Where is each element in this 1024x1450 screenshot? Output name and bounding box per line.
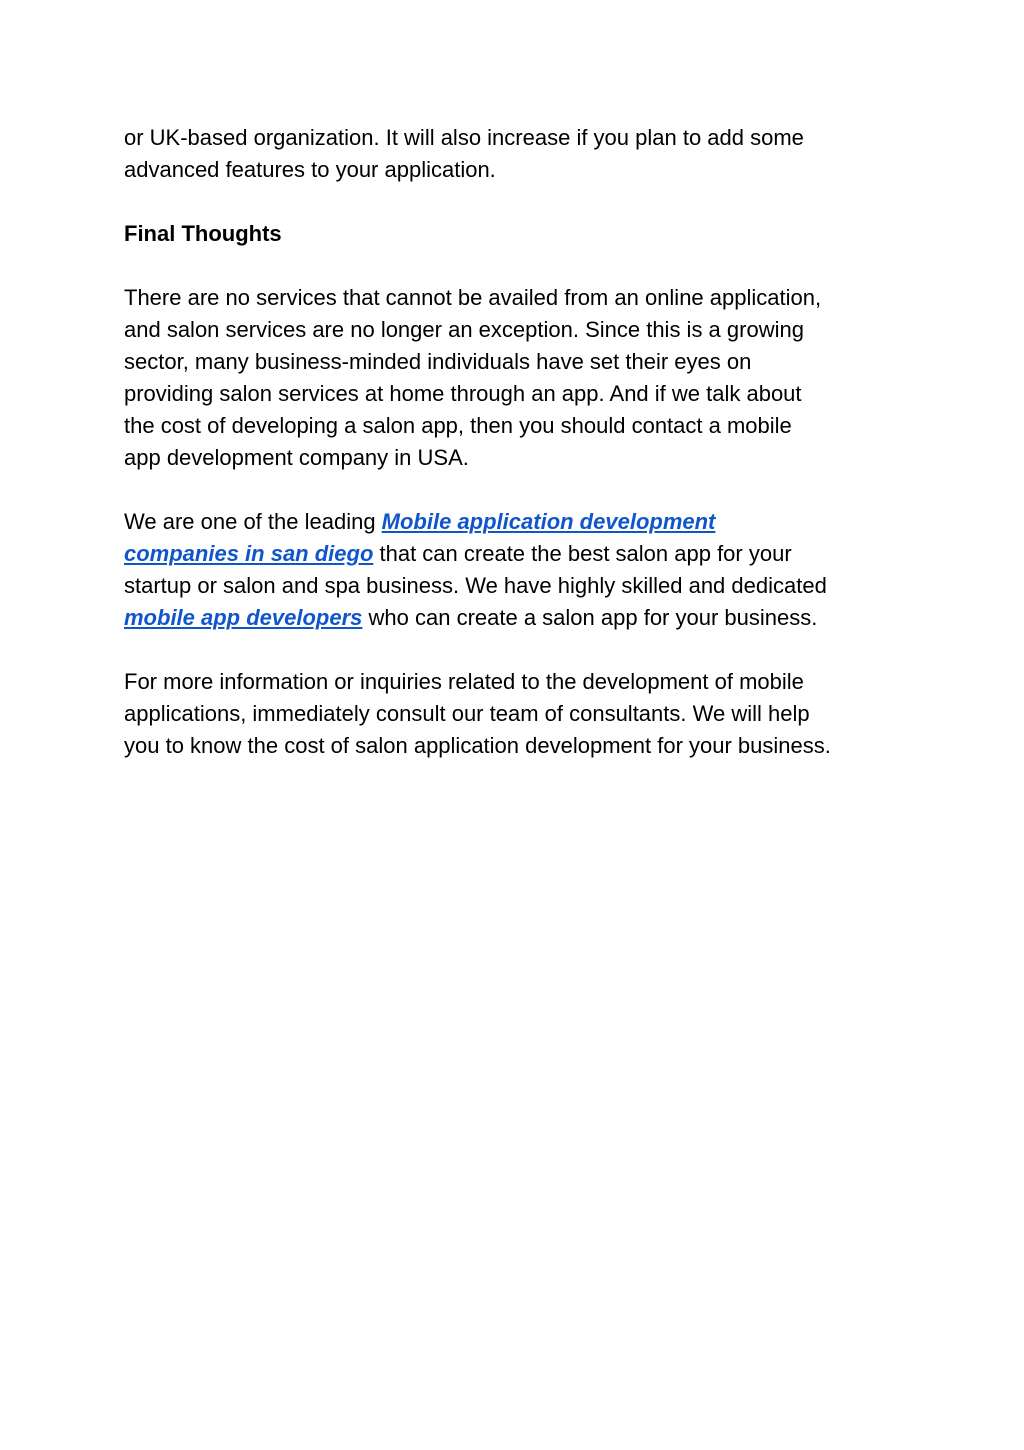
paragraph-line: For more information or inquiries related to the development of mobile — [124, 669, 804, 694]
paragraph-line: app development company in USA. — [124, 445, 469, 470]
link-mobile-app-dev-companies[interactable]: Mobile application development — [381, 509, 716, 534]
intro-line: advanced features to your application. — [124, 157, 496, 182]
paragraph-line — [124, 602, 914, 634]
paragraph-text: who can create a salon app for your business. — [362, 605, 818, 630]
paragraph-line: There are no services that cannot be availed from an online application, — [124, 285, 822, 310]
document-page — [124, 122, 914, 794]
paragraph-text: We are one of the leading — [124, 509, 382, 534]
paragraph-text: that can create the best salon app for your — [373, 541, 792, 566]
section-heading: Final Thoughts — [124, 221, 282, 246]
paragraph-company — [124, 506, 914, 634]
paragraph-line — [124, 506, 914, 538]
paragraph-line: the cost of developing a salon app, then you should contact a mobile — [124, 413, 792, 438]
link-mobile-app-developers[interactable]: mobile app developers — [124, 605, 363, 630]
paragraph-line: providing salon services at home through an app. And if we talk about — [124, 381, 802, 406]
intro-line: or UK-based organization. It will also increase if you plan to add some — [124, 125, 804, 150]
paragraph-line: startup or salon and spa business. We have highly skilled and dedicated — [124, 573, 827, 598]
paragraph-services — [124, 282, 914, 474]
link-mobile-app-dev-companies-cont[interactable]: companies in san diego — [124, 541, 374, 566]
paragraph-contact — [124, 666, 914, 762]
paragraph-line: you to know the cost of salon application development for your business. — [124, 733, 831, 758]
paragraph-line: sector, many business-minded individuals have set their eyes on — [124, 349, 752, 374]
paragraph-line: applications, immediately consult our team of consultants. We will help — [124, 701, 810, 726]
intro-paragraph — [124, 122, 914, 186]
paragraph-line: and salon services are no longer an exception. Since this is a growing — [124, 317, 804, 342]
paragraph-line — [124, 538, 914, 570]
